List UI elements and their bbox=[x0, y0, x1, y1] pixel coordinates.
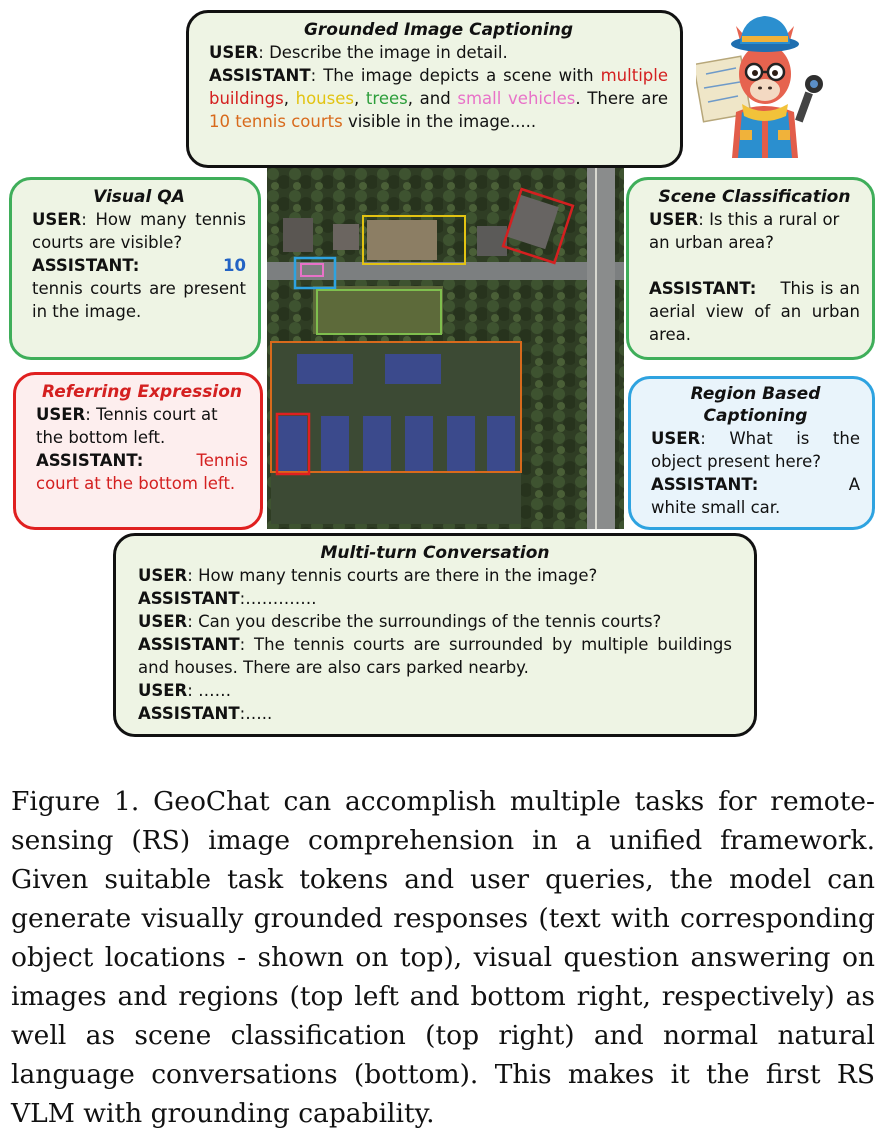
multi-turn-line: USER: …… bbox=[138, 681, 232, 700]
region-captioning-user: USER: What is the object present here? bbox=[651, 429, 860, 471]
region-captioning-box bbox=[628, 376, 875, 530]
scene-classification-assistant: ASSISTANT: This is an aerial view of an urban area. bbox=[649, 279, 860, 344]
region-captioning-assistant: ASSISTANT: A white small car. bbox=[651, 475, 860, 517]
referring-expression-box bbox=[13, 372, 263, 530]
aerial-image bbox=[267, 168, 624, 529]
visual-qa-box bbox=[9, 177, 261, 360]
llama-mascot-illustration bbox=[696, 8, 834, 168]
multi-turn-line: ASSISTANT:…………. bbox=[138, 589, 317, 608]
multi-turn-line: USER: Can you describe the surroundings of the tennis courts? bbox=[138, 612, 662, 631]
multi-turn-line: ASSISTANT: The tennis courts are surrounded by multiple buildings and houses. There are also cars parked nearby. bbox=[138, 635, 732, 677]
grounded-captioning-box bbox=[186, 10, 683, 168]
grounded-captioning-assistant: ASSISTANT: The image depicts a scene with multiple buildings, houses, trees, and small vehicles. There are 10 tennis courts visible in the image..... bbox=[209, 66, 668, 131]
grounded-captioning-user: USER: Describe the image in detail. bbox=[209, 43, 508, 62]
mention-trees: trees bbox=[365, 89, 408, 108]
figure-caption: Figure 1. GeoChat can accomplish multiple tasks for remote-sensing (RS) image comprehension in a unified framework. Given suitable task tokens and user queries, the model can generate visually grounded responses (text with corresponding object locations - shown on top), visual question answering on images and regions (top left and bottom right, respectively) as well as scene classification (top right) and normal natural language conversations (bottom). This makes it the first RS VLM with grounding capability. bbox=[11, 786, 875, 1129]
referring-expression-user: USER: Tennis court at the bottom left. bbox=[36, 405, 218, 447]
visual-qa-answer: 10 bbox=[223, 256, 246, 275]
mention-courts: 10 tennis courts bbox=[209, 112, 343, 131]
visual-qa-user: USER: How many tennis courts are visible? bbox=[32, 210, 246, 252]
scene-classification-title: Scene Classification bbox=[658, 187, 851, 207]
grounded-captioning-title: Grounded Image Captioning bbox=[303, 20, 574, 40]
mention-buildings: multiple buildings bbox=[209, 66, 668, 108]
referring-expression-title: Referring Expression bbox=[42, 382, 242, 402]
multi-turn-title: Multi-turn Conversation bbox=[320, 543, 550, 563]
scene-classification-user: USER: Is this a rural or an urban area? bbox=[649, 210, 840, 252]
scene-classification-box bbox=[626, 177, 875, 360]
multi-turn-box bbox=[113, 533, 757, 737]
referring-expression-assistant: ASSISTANT: Tennis court at the bottom left. bbox=[36, 451, 248, 493]
region-captioning-title: Region Based Captioning bbox=[690, 384, 821, 426]
mention-houses: houses bbox=[295, 89, 354, 108]
mention-vehicles: small bbox=[457, 89, 502, 108]
visual-qa-assistant-text: tennis courts are present in the image. bbox=[32, 279, 246, 321]
visual-qa-assistant-line: ASSISTANT: 10 bbox=[32, 256, 246, 275]
visual-qa-title: Visual QA bbox=[93, 187, 185, 207]
multi-turn-line: ASSISTANT:….. bbox=[138, 704, 273, 723]
multi-turn-line: USER: How many tennis courts are there in the image? bbox=[138, 566, 598, 585]
